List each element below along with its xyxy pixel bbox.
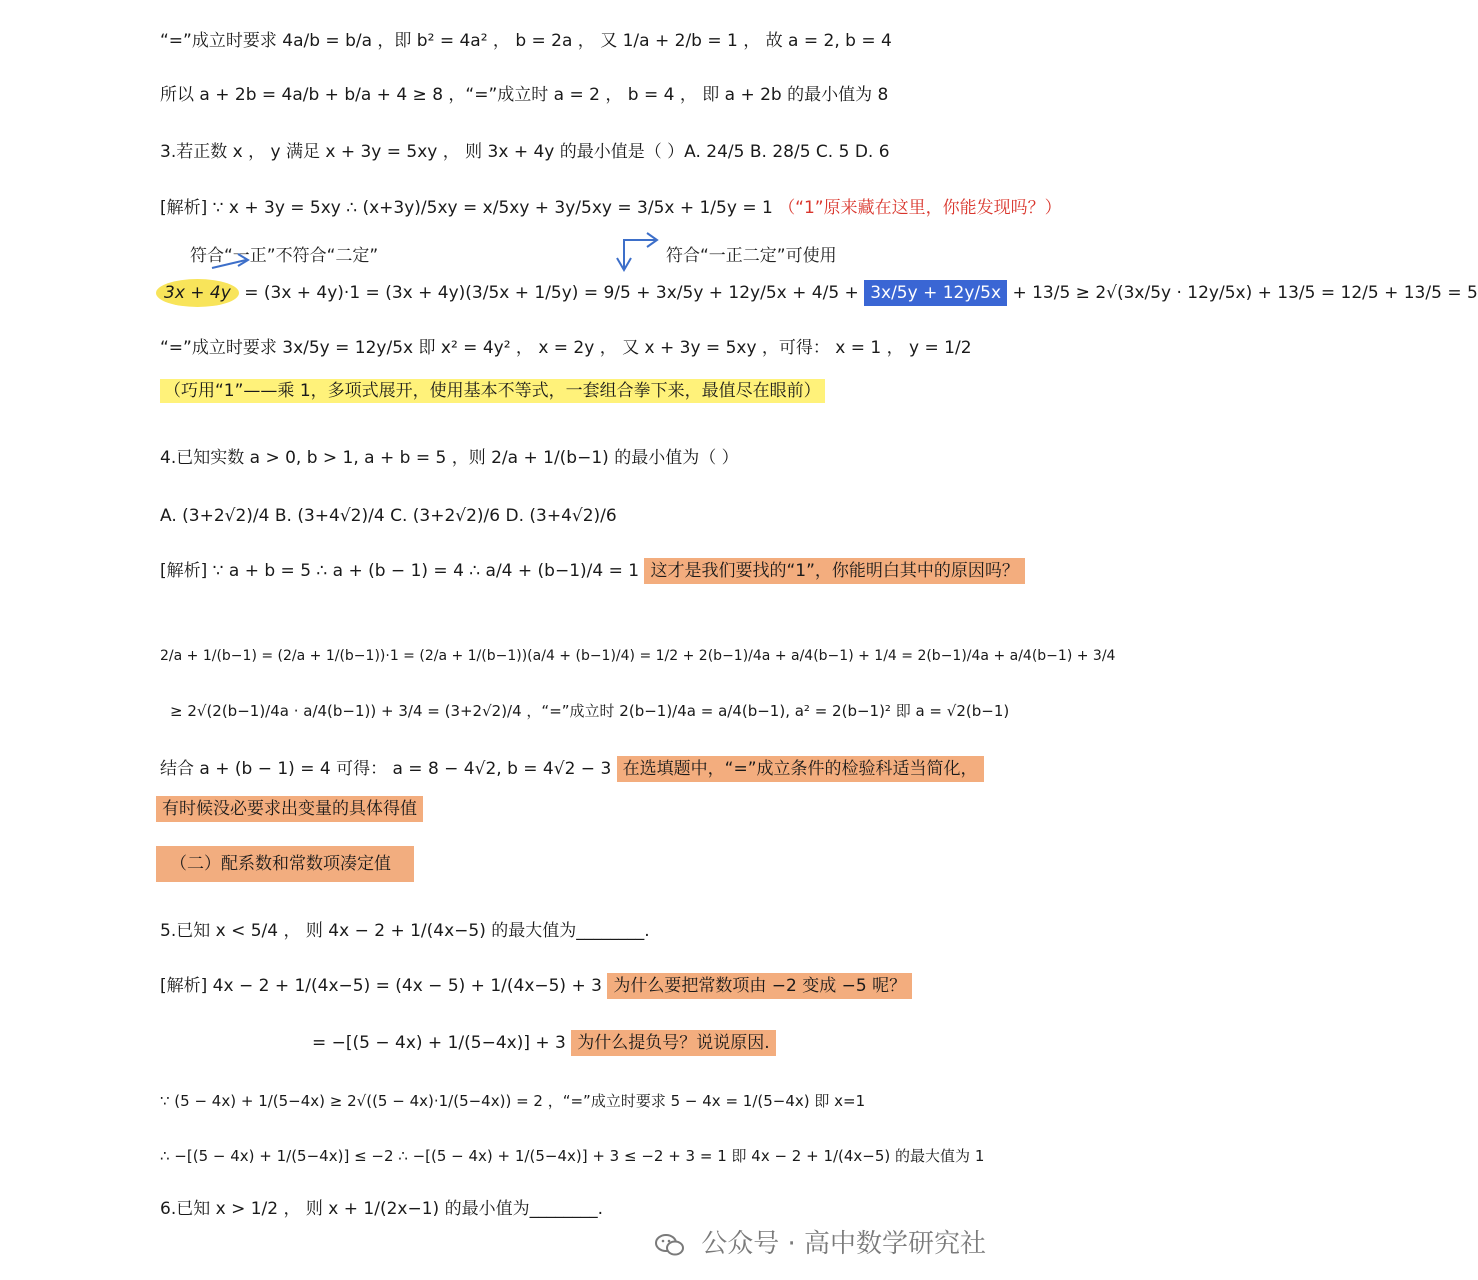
analysis-4-note: 这才是我们要找的“1”，你能明白其中的原因吗？: [644, 558, 1024, 584]
tip-highlight: （巧用“1”——乘 1，多项式展开，使用基本不等式，一套组合拳下来，最值尽在眼前）: [160, 379, 825, 403]
analysis-4-equation: [解析] ∵ a + b = 5 ∴ a + (b − 1) = 4 ∴ a/4 + (b−1)/4 = 1: [160, 561, 640, 581]
analysis-equation: [解析] ∵ x + 3y = 5xy ∴ (x+3y)/5xy = x/5xy + 3y/5xy = 3/5x + 1/5y = 1: [160, 198, 773, 218]
problem-4-inequality: ≥ 2√(2(b−1)/4a · a/4(b−1)) + 3/4 = (3+2√2)/4 ，“=”成立时 2(b−1)/4a = a/4(b−1), a² = 2(b−1)² 即 a = √2(b−1): [170, 702, 1010, 720]
problem-5-rewrite: [312, 1032, 776, 1054]
watermark-text: 公众号 · 高中数学研究社: [701, 1229, 987, 1259]
watermark: [655, 1223, 986, 1260]
rewrite-equation: = −[(5 − 4x) + 1/(5−4x)] + 3: [312, 1033, 566, 1053]
result-note: 在选填题中，“=”成立条件的检验科适当简化，: [617, 756, 984, 782]
derivation-middle: = (3x + 4y)·1 = (3x + 4y)(3/5x + 1/5y) = 9/5 + 3x/5y + 12y/5x + 4/5 +: [244, 283, 859, 303]
problem-6-statement: 6.已知 x > 1/2 ， 则 x + 1/(2x−1) 的最小值为________.: [160, 1199, 603, 1219]
tip-line: [160, 380, 825, 402]
analysis-red-note: （“1”原来藏在这里，你能发现吗？）: [778, 198, 1062, 218]
problem-5-statement: 5.已知 x < 5/4 ， 则 4x − 2 + 1/(4x−5) 的最大值为________.: [160, 921, 650, 941]
wechat-icon: [655, 1233, 685, 1257]
problem-5-inequality: ∵ (5 − 4x) + 1/(5−4x) ≥ 2√((5 − 4x)·1/(5−4x)) = 2 ，“=”成立时要求 5 − 4x = 1/(5−4x) 即 x=1: [160, 1092, 866, 1110]
equality-condition-line-2: “=”成立时要求 3x/5y = 12y/5x 即 x² = 4y² ， x = 2y ， 又 x + 3y = 5xy ，可得： x = 1 ， y = 1/2: [160, 338, 972, 358]
problem-4-result: [160, 758, 984, 780]
problem-5-conclusion: ∴ −[(5 − 4x) + 1/(5−4x)] ≤ −2 ∴ −[(5 − 4x) + 1/(5−4x)] + 3 ≤ −2 + 3 = 1 即 4x − 2 + 1/(4x−5) 的最大值为 1: [160, 1147, 985, 1165]
min-value-conclusion-line: 所以 a + 2b = 4a/b + b/a + 4 ≥ 8 ，“=”成立时 a = 2 ， b = 4 ， 即 a + 2b 的最小值为 8: [160, 85, 889, 105]
annotation-left: 符合“一正”不符合“二定”: [190, 246, 379, 266]
result-equation: 结合 a + (b − 1) = 4 可得： a = 8 − 4√2, b = 4√2 − 3: [160, 759, 612, 779]
equality-condition-line-1: “=”成立时要求 4a/b = b/a ，即 b² = 4a² ， b = 2a ， 又 1/a + 2/b = 1 ， 故 a = 2, b = 4: [160, 31, 892, 51]
rewrite-note: 为什么提负号？说说原因.: [571, 1030, 775, 1056]
annotation-right: 符合“一正二定”可使用: [666, 246, 837, 266]
analysis-5-equation: [解析] 4x − 2 + 1/(4x−5) = (4x − 5) + 1/(4x−5) + 3: [160, 976, 602, 996]
result-note-2: 有时候没必要求出变量的具体得值: [156, 796, 423, 822]
problem-4-expansion: 2/a + 1/(b−1) = (2/a + 1/(b−1))·1 = (2/a + 1/(b−1))(a/4 + (b−1)/4) = 1/2 + 2(b−1)/4a + a/4(b−1) + 1/4 = 2(b−1)/4a + a/4(b−1) + 3/4: [160, 648, 1116, 664]
problem-5-analysis: [160, 975, 912, 997]
problem-3-statement: 3.若正数 x ， y 满足 x + 3y = 5xy ， 则 3x + 4y 的最小值是（ ）A. 24/5 B. 28/5 C. 5 D. 6: [160, 142, 890, 162]
problem-4-analysis: [160, 560, 1025, 582]
highlight-oval: 3x + 4y: [156, 279, 239, 307]
problem-3-derivation: [156, 282, 1478, 304]
analysis-5-note: 为什么要把常数项由 −2 变成 −5 呢？: [607, 973, 912, 999]
section-heading: （二）配系数和常数项凑定值: [156, 846, 414, 882]
derivation-tail: + 13/5 ≥ 2√(3x/5y · 12y/5x) + 13/5 = 12/5 + 13/5 = 5: [1012, 283, 1478, 303]
result-note-cont: [156, 798, 423, 820]
problem-4-options: A. (3+2√2)/4 B. (3+4√2)/4 C. (3+2√2)/6 D. (3+4√2)/6: [160, 506, 617, 526]
blue-highlight-box: 3x/5y + 12y/5x: [864, 280, 1007, 306]
problem-4-statement: 4.已知实数 a > 0, b > 1, a + b = 5 ，则 2/a + 1/(b−1) 的最小值为（ ）: [160, 448, 739, 468]
annotation-arrows: [0, 0, 1061, 300]
